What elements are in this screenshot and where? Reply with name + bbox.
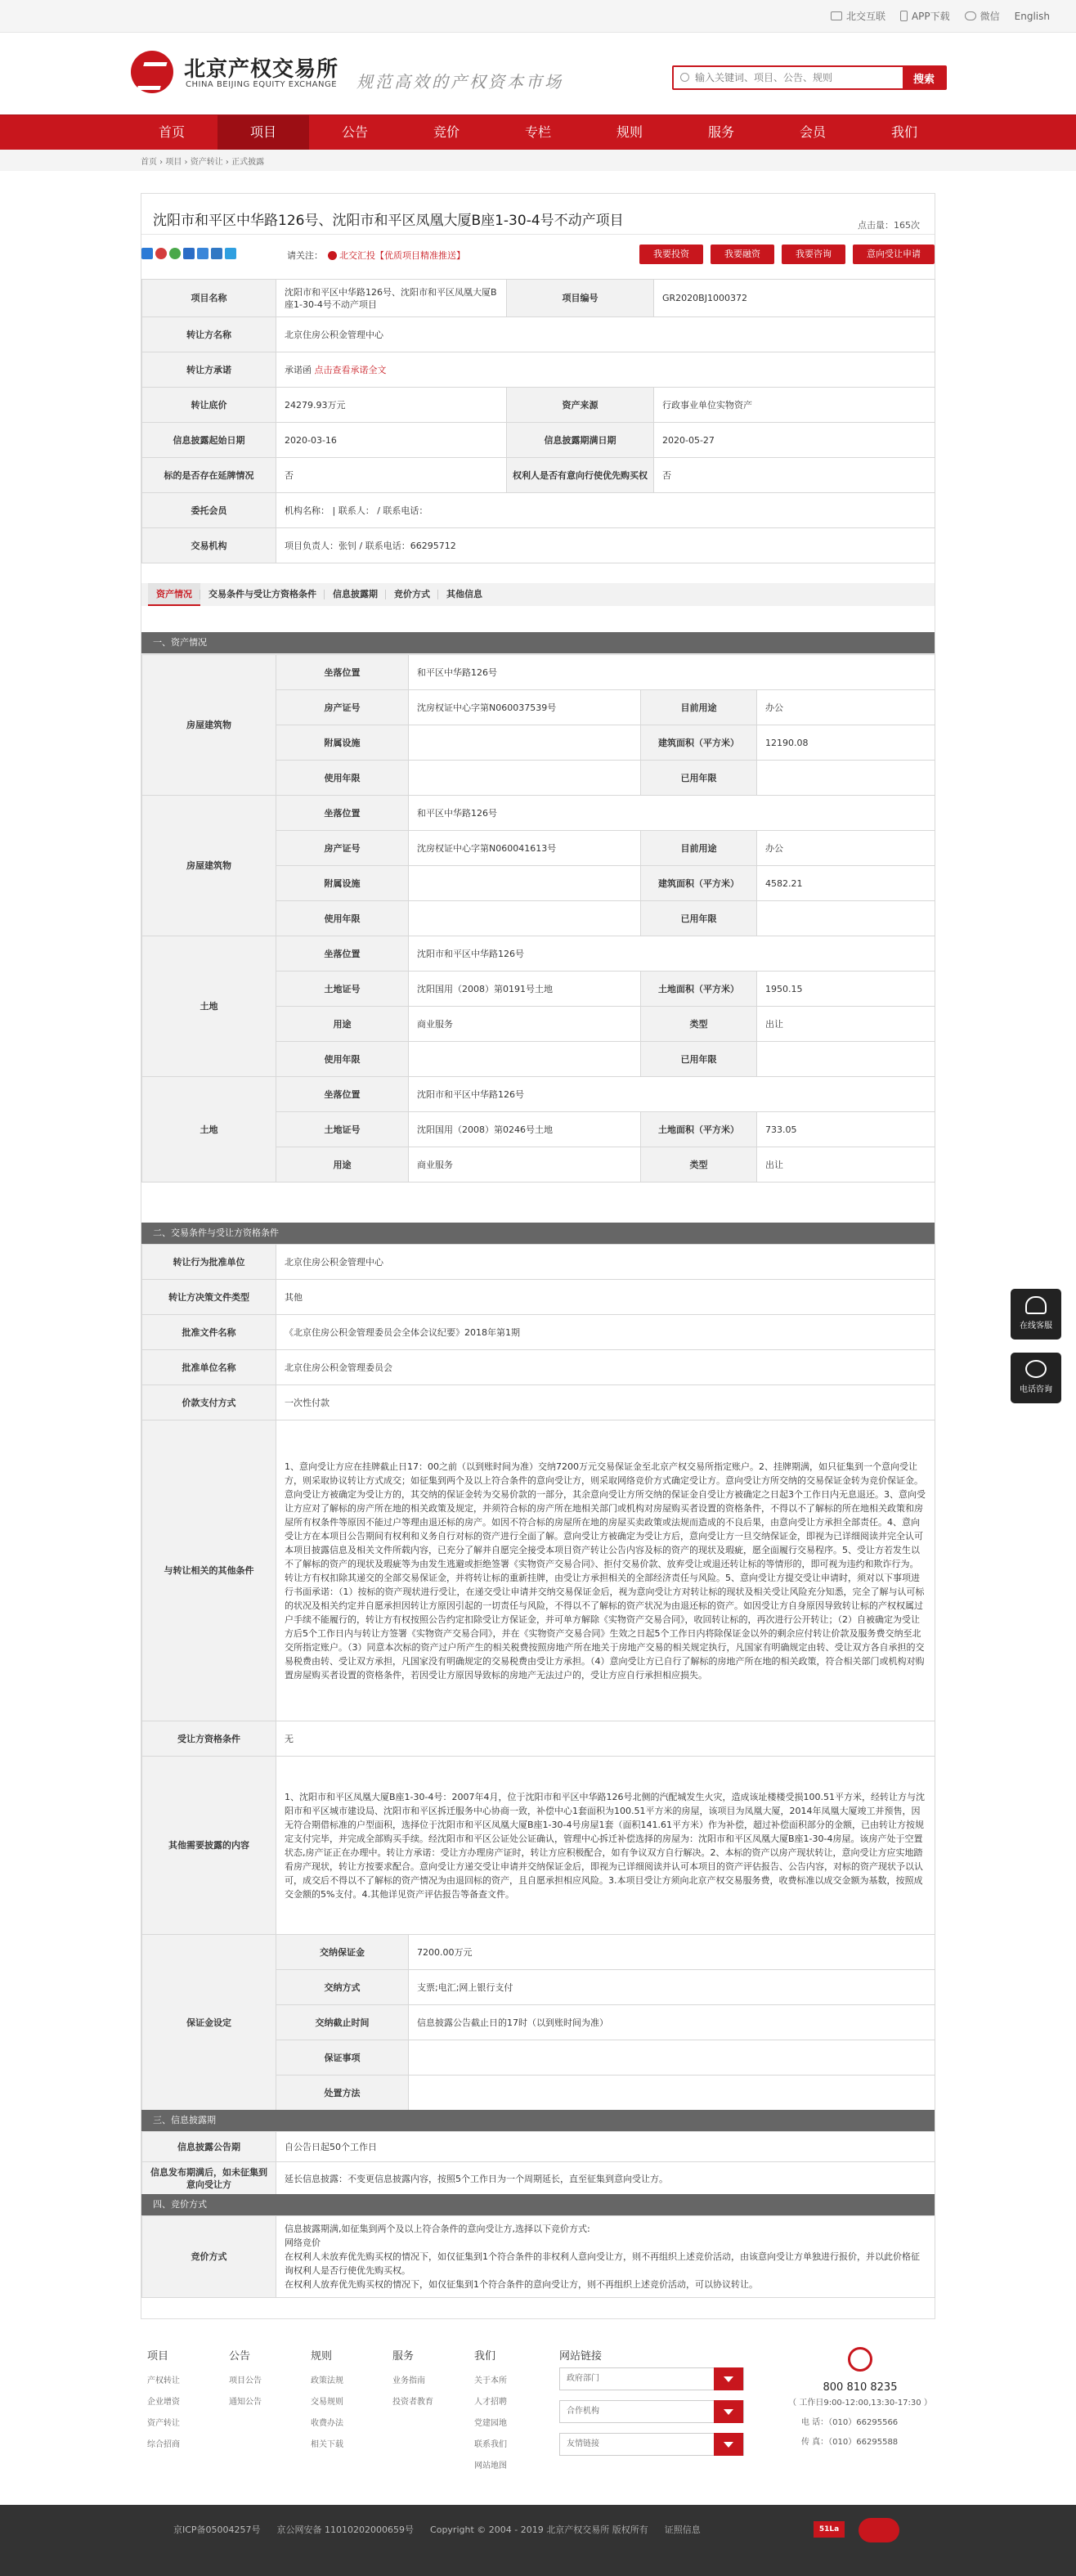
footer-col-project [147, 2347, 229, 2477]
bid-line-1: 信息披露期满,如征集到两个及以上符合条件的意向受让方,选择以下竞价方式: [285, 2224, 590, 2234]
priority-value: 否 [654, 458, 935, 493]
footer-link[interactable]: 相关下载 [311, 2440, 343, 2449]
phone-consult-button[interactable] [1011, 1353, 1061, 1403]
approval-doc-value: 《北京住房公积金管理委员会全体会议纪要》2018年第1期 [276, 1315, 935, 1350]
approver-label: 转让行为批准单位 [142, 1245, 276, 1280]
footer-link[interactable]: 政策法规 [311, 2376, 343, 2385]
tab-trade-conditions[interactable]: 交易条件与受让方资格条件 [200, 583, 325, 606]
breadcrumb[interactable]: 首页 › 项目 › 资产转让 › 正式披露 [141, 158, 265, 167]
footer-link[interactable]: 交易规则 [311, 2398, 343, 2407]
phone-icon [848, 2347, 872, 2372]
deposit-guarantee-value [409, 2040, 935, 2076]
top-link-wechat[interactable]: 微信 [965, 9, 1000, 23]
house-1-used [757, 761, 935, 796]
house-2-cert-label: 房产证号 [276, 831, 409, 866]
house-2-facility-label: 附属设施 [276, 866, 409, 901]
share-renren-icon[interactable] [211, 248, 222, 259]
disclosure-period-label: 信息披露公告期 [142, 2132, 276, 2162]
nav-member[interactable]: 会员 [799, 124, 826, 140]
member-label: 委托会员 [142, 493, 276, 528]
nav-column[interactable]: 专栏 [524, 124, 551, 140]
disclosure-table [141, 2131, 935, 2195]
footer-col-title: 服务 [392, 2350, 415, 2363]
trade-table [141, 1244, 935, 1935]
house-1-years [409, 761, 641, 796]
decision-type-label: 转让方决策文件类型 [142, 1280, 276, 1315]
org-value: 项目负责人：张钊 / 联系电话：66295712 [276, 528, 935, 563]
payment-label: 价款支付方式 [142, 1385, 276, 1420]
org-label: 交易机构 [142, 528, 276, 563]
main-nav [0, 114, 1076, 150]
phone-consult-label: 电话咨询 [1020, 1385, 1052, 1394]
land-1-category: 土地 [142, 936, 276, 1077]
project-name-label: 项目名称 [142, 280, 276, 317]
share-weibo-icon[interactable] [155, 248, 167, 259]
deposit-handling-value [409, 2076, 935, 2111]
start-date-value: 2020-03-16 [276, 423, 507, 458]
house-2-used [757, 901, 935, 936]
gov-select-value: 政府部门 [567, 2374, 599, 2383]
deposit-method-value: 支票;电汇;网上银行支付 [409, 1970, 935, 2005]
apply-button[interactable]: 意向受让申请 [853, 245, 935, 264]
footer-col-title: 我们 [474, 2350, 496, 2363]
top-link-app[interactable]: APP下载 [900, 9, 950, 23]
land-2-use-label: 用途 [276, 1147, 409, 1183]
share-plus-icon[interactable] [141, 248, 153, 259]
section-bid-header: 四、竞价方式 [141, 2194, 935, 2215]
house-1-area: 12190.08 [757, 725, 935, 761]
section-disclosure-header: 三、信息披露期 [141, 2110, 935, 2131]
work-hours: （ 工作日9:00-12:00,13:30-17:30 ） [788, 2399, 932, 2408]
end-date-value: 2020-05-27 [654, 423, 935, 458]
land-1-years-label: 使用年限 [276, 1042, 409, 1077]
house-2-used-label: 已用年限 [641, 901, 757, 936]
detail-tabs [141, 583, 935, 606]
approval-unit-value: 北京住房公积金管理委员会 [276, 1350, 935, 1385]
land-2-type-label: 类型 [641, 1147, 757, 1183]
promise-value [276, 352, 935, 388]
headset-icon [1025, 1296, 1047, 1314]
house-2-location: 和平区中华路126号 [409, 796, 935, 831]
land-2-location: 沈阳市和平区中华路126号 [409, 1077, 935, 1112]
asset-table [141, 654, 935, 1183]
other-conditions-text: 1、意向受让方应在挂牌截止日17：00之前（以到账时间为准）交纳7200万元交易保证金至北京产权交易所指定账户。2、挂牌期满，如只征集到一个意向受让方，则采取协议转让方式成交；如征集到两个及以上符合条件的意向受让方，则采取网络竞价方式确定受让方。意向受让方所交纳的交易保证金转为竞价保证金。意向受让方被确定为受让方的，其交纳的保证金转为交易价款的一部分，其余意向受让方所交纳的保证金自受让方被确定之日起3个工作日内无息退还。3、意向受让方应对了解标的房产所在地的相关政策及规定，并须符合标的房产所在地相关部门或机构对房屋购买者设置的资格条件，不得以不了解标的所在地相关政策和房屋所有权条件等原因不能过户等理由退还标的房产。如因不符合标的房屋所在地的房屋买卖政策或法规而造成的不良后果，由意向受让方承担全部责任。4、意向受让方在本项目公告期间有权利和义务自行对标的资产进行全面了解。意向受让方被确定为受让方后，意向受让方一旦交纳保证金，即视为已详细阅读并完全认可本项目披露信息及相关文件所载内容，已充分了解并自愿完全接受本项目资产转让公告内容及标的资产的现状及瑕疵，愿全面履行交易程序。5、受让方若发生以不了解标的资产的现状及瑕疵等为由发生逃避或拒绝签署《实物资产交易合同》、拒付交易价款、放弃受让或退还转让标的等情形的，即可视为违约和欺诈行为。转让方有权扣除其递交的全部交易保证金，并将转让标的重新挂牌，由受让方承担相关的全部经济责任与风险。5、意向受让方提交受让申请时，须对以下事项进行书面承诺：（1）按标的资产现状进行受让，在递交受让申请并交纳交易保证金后，视为意向受让方对转让标的现状及相关受让风险充分知悉，完全了解与认可标的状况及相关约定并自愿承担因转让方原因引起的一切责任与风险，不得以不了解标的资产状况为由退还标的资产。如因受让方自身原因导致转让标的产权权属过户手续不能履行的，转让方有权按照公告约定扣除受让方保证金，并可单方解除《实物资产交易合同》，收回转让标的，再次进行公开转让；（2）自被确定为受让方后5个工作日内与转让方签署《实物资产交易合同》，并在《实物资产交易合同》生效之日起5个工作日内将除保证金以外的剩余应付转让价款及服务费交纳至北交所指定账户。（3）同意本次标的资产过户所产生的相关税费按照房地产所在地关于房地产交易的相关规定执行，凡国家有明确规定由转、受让双方各自承担的交易税费由转、受让双方承担，凡国家没有明确规定的交易税费由受让方承担。（4）意向受让方已自行了解标的房地产所在地的相关政策，符合相关部门或机构对购置房屋购买者设置的资格条件，若因受让方原因导致标的房地产无法过户的，受让方应自行承担相应损失。 [276, 1420, 935, 1721]
footer-col-title: 公告 [229, 2350, 251, 2363]
land-1-used-label: 已用年限 [641, 1042, 757, 1077]
house-1-cert-label: 房产证号 [276, 690, 409, 725]
section-trade-header: 二、交易条件与受让方资格条件 [141, 1223, 935, 1244]
click-count: 点击量：165次 [858, 220, 920, 231]
search-icon [674, 67, 695, 88]
online-service-label: 在线客服 [1020, 1322, 1052, 1331]
bid-line-2: 网络竞价 [285, 2237, 321, 2248]
member-value: 机构名称： | 联系人： / 联系电话： [276, 493, 935, 528]
project-detail [141, 193, 935, 2319]
house-1-years-label: 使用年限 [276, 761, 409, 796]
project-name-value: 沈阳市和平区中华路126号、沈阳市和平区凤凰大厦B座1-30-4号不动产项目 [276, 280, 507, 317]
notice [287, 249, 465, 262]
promise-label: 转让方承诺 [142, 352, 276, 388]
top-links [831, 9, 1050, 23]
tab-other[interactable]: 其他信息 [438, 583, 491, 606]
stats-badge[interactable]: 51La [814, 2521, 845, 2538]
footer-link[interactable]: 业务指南 [392, 2376, 425, 2385]
end-date-label: 信息披露期满日期 [507, 423, 654, 458]
nav-home[interactable]: 首页 [158, 124, 185, 140]
disclosure-period-value: 自公告日起50个工作日 [276, 2132, 935, 2162]
footer-col-title: 规则 [311, 2350, 333, 2363]
land-2-use: 商业服务 [409, 1147, 641, 1183]
footer-col-title: 项目 [147, 2350, 169, 2363]
land-2-cert: 沈阳国用（2008）第0246号土地 [409, 1112, 641, 1147]
footer-link[interactable]: 党建园地 [474, 2419, 507, 2428]
payment-value: 一次性付款 [276, 1385, 935, 1420]
deposit-handling-label: 处置方法 [276, 2076, 409, 2111]
footer-site-links [559, 2347, 744, 2466]
approver-value: 北京住房公积金管理中心 [276, 1245, 935, 1280]
land-1-type: 出让 [757, 1007, 935, 1042]
land-2-type: 出让 [757, 1147, 935, 1183]
friend-select-value: 友情链接 [567, 2439, 599, 2448]
contact-phone: 电 话：（010）66295566 [801, 2418, 899, 2427]
land-1-area-label: 土地面积（平方米） [641, 972, 757, 1007]
footer-col-notice [229, 2347, 311, 2477]
approval-doc-label: 批准文件名称 [142, 1315, 276, 1350]
bid-method-label: 竞价方式 [142, 2216, 276, 2298]
chevron-down-icon [714, 2400, 743, 2423]
house-1-purpose: 办公 [757, 690, 935, 725]
copyright: Copyright © 2004 - 2019 北京产权交易所 版权所有 [430, 2524, 648, 2535]
deposit-method-label: 交纳方式 [276, 1970, 409, 2005]
price-label: 转让底价 [142, 388, 276, 423]
extend-label: 标的是否存在延牌情况 [142, 458, 276, 493]
project-no-label: 项目编号 [507, 280, 654, 317]
price-value: 24279.93万元 [276, 388, 507, 423]
invest-button[interactable]: 我要投资 [639, 245, 703, 264]
land-1-cert: 沈阳国用（2008）第0191号土地 [409, 972, 641, 1007]
land-1-area: 1950.15 [757, 972, 935, 1007]
bid-table [141, 2215, 935, 2298]
footer-link[interactable]: 投资者教育 [392, 2398, 433, 2407]
deposit-table [141, 1934, 935, 2111]
deposit-guarantee-label: 保证事项 [276, 2040, 409, 2076]
copyright-text [173, 2523, 701, 2536]
land-1-location-label: 坐落位置 [276, 936, 409, 972]
deposit-deadline-label: 交纳截止时间 [276, 2005, 409, 2040]
site-links-title: 网站链接 [559, 2350, 603, 2363]
footer-link[interactable]: 联系我们 [474, 2440, 507, 2449]
consult-button[interactable]: 我要咨询 [782, 245, 845, 264]
share-qzone-icon[interactable] [183, 248, 195, 259]
deposit-deadline-value: 信息披露公告截止日的17时（以到账时间为准） [409, 2005, 935, 2040]
house-1-cert: 沈房权证中心字第N060037539号 [409, 690, 641, 725]
house-1-area-label: 建筑面积（平方米） [641, 725, 757, 761]
land-1-type-label: 类型 [641, 1007, 757, 1042]
promise-prefix: 承诺函 [285, 365, 312, 375]
slogan: 规范高效的产权资本市场 [356, 72, 563, 92]
phone-icon [1025, 1360, 1047, 1378]
approval-unit-label: 批准单位名称 [142, 1350, 276, 1385]
house-2-facility [409, 866, 641, 901]
summary-table [141, 279, 935, 563]
bid-line-3: 在权利人未放弃优先购买权的情况下，如仅征集到1个符合条件的非权利人意向受让方，则不再组织上述竞价活动，由该意向受让方单独进行报价，并以此价格征询权利人是否行使优先购买权。 [285, 2251, 920, 2276]
header [0, 33, 1076, 114]
nav-notice[interactable]: 公告 [341, 124, 368, 140]
monitor-icon [831, 11, 842, 20]
deposit-amount-value: 7200.00万元 [409, 1935, 935, 1970]
footer [0, 2339, 1076, 2502]
house-1-location-label: 坐落位置 [276, 655, 409, 690]
land-1-location: 沈阳市和平区中华路126号 [409, 936, 935, 972]
tab-assets[interactable]: 资产情况 [148, 583, 200, 606]
license-link[interactable]: 证照信息 [664, 2524, 701, 2535]
copyright-bar [0, 2505, 1076, 2576]
breadcrumb-row [0, 150, 1076, 171]
bid-method-value [276, 2216, 935, 2298]
source-value: 行政事业单位实物资产 [654, 388, 935, 423]
contact-fax: 传 真：（010）66295588 [801, 2438, 899, 2447]
icp-link[interactable]: 京ICP备05004257号 [173, 2524, 261, 2535]
house-2-years [409, 901, 641, 936]
nav-rules[interactable]: 规则 [616, 124, 643, 140]
footer-link[interactable]: 收费办法 [311, 2419, 343, 2428]
finance-button[interactable]: 我要融资 [711, 245, 774, 264]
land-1-use-label: 用途 [276, 1007, 409, 1042]
notice-label: 请关注： [287, 250, 323, 261]
top-link-hulian[interactable]: 北交互联 [831, 9, 885, 23]
search-input[interactable] [695, 67, 903, 88]
footer-link[interactable]: 通知公告 [229, 2398, 262, 2407]
footer-contact [778, 2347, 942, 2453]
land-1-cert-label: 土地证号 [276, 972, 409, 1007]
logo-name-cn[interactable]: 北京产权交易所 [184, 57, 339, 82]
nav-service[interactable]: 服务 [707, 124, 734, 140]
tab-disclosure[interactable]: 信息披露期 [325, 583, 386, 606]
wechat-icon [965, 11, 976, 20]
other-conditions-label: 与转让相关的其他条件 [142, 1420, 276, 1721]
chevron-down-icon [714, 2433, 743, 2456]
house-2-purpose: 办公 [757, 831, 935, 866]
tab-bidding[interactable]: 竞价方式 [386, 583, 438, 606]
hotline: 800 810 8235 [823, 2381, 898, 2394]
mobile-icon [900, 11, 908, 21]
title-divider [141, 234, 935, 235]
footer-link[interactable]: 资产转让 [147, 2419, 180, 2428]
chevron-down-icon [714, 2367, 743, 2390]
house-2-area-label: 建筑面积（平方米） [641, 866, 757, 901]
footer-link[interactable]: 关于本所 [474, 2376, 507, 2385]
nav-bidding[interactable]: 竞价 [433, 124, 460, 140]
house-2-area: 4582.21 [757, 866, 935, 901]
notice-logo-icon [328, 251, 337, 260]
footer-link[interactable]: 企业增资 [147, 2398, 180, 2407]
online-service-button[interactable] [1011, 1289, 1061, 1340]
page-title: 沈阳市和平区中华路126号、沈阳市和平区凤凰大厦B座1-30-4号不动产项目 [153, 213, 624, 229]
search-button[interactable]: 搜索 [903, 67, 945, 88]
start-date-label: 信息披露起始日期 [142, 423, 276, 458]
land-2-area: 733.05 [757, 1112, 935, 1147]
search-box [672, 65, 947, 90]
land-2-location-label: 坐落位置 [276, 1077, 409, 1112]
bid-line-4: 在权利人放弃优先购买权的情况下，如仅征集到1个符合条件的意向受让方，则不再组织上述竞价活动，可以协议转让。 [285, 2279, 758, 2290]
share-tqq-icon[interactable] [197, 248, 208, 259]
deposit-label: 保证金设定 [142, 1935, 276, 2111]
footer-link[interactable]: 综合招商 [147, 2440, 180, 2449]
land-1-years [409, 1042, 641, 1077]
transferor-label: 转让方名称 [142, 317, 276, 352]
land-2-cert-label: 土地证号 [276, 1112, 409, 1147]
footer-col-about [474, 2347, 556, 2477]
gov-select[interactable] [559, 2367, 744, 2390]
house-1-used-label: 已用年限 [641, 761, 757, 796]
footer-link[interactable]: 网站地图 [474, 2462, 507, 2471]
buyer-qualification-label: 受让方资格条件 [142, 1721, 276, 1757]
footer-columns [147, 2347, 556, 2477]
land-2-category: 土地 [142, 1077, 276, 1183]
disclose-label: 其他需要披露的内容 [142, 1757, 276, 1935]
share-wechat-icon[interactable] [169, 248, 181, 259]
partner-select-value: 合作机构 [567, 2407, 599, 2416]
top-bar [0, 0, 1076, 33]
footer-link[interactable]: 项目公告 [229, 2376, 262, 2385]
promise-link[interactable]: 点击查看承诺全文 [314, 365, 387, 375]
footer-col-rules [311, 2347, 392, 2477]
source-label: 资产来源 [507, 388, 654, 423]
delay-label: 信息发布期满后，如未征集到意向受让方 [142, 2162, 276, 2195]
logo-icon[interactable] [131, 51, 173, 93]
house-2-category: 房屋建筑物 [142, 796, 276, 936]
house-2-years-label: 使用年限 [276, 901, 409, 936]
footer-col-service [392, 2347, 474, 2477]
project-no-value: GR2020BJ1000372 [654, 280, 935, 317]
transferor-value: 北京住房公积金管理中心 [276, 317, 935, 352]
partner-select[interactable] [559, 2400, 744, 2423]
footer-link[interactable]: 人才招聘 [474, 2398, 507, 2407]
top-link-english[interactable]: English [1014, 10, 1050, 22]
land-1-use: 商业服务 [409, 1007, 641, 1042]
house-1-facility [409, 725, 641, 761]
gov-badge-icon[interactable] [859, 2518, 899, 2542]
house-2-purpose-label: 目前用途 [641, 831, 757, 866]
share-mail-icon[interactable] [225, 248, 236, 259]
nav-about[interactable]: 我们 [890, 124, 917, 140]
house-2-cert: 沈房权证中心字第N060041613号 [409, 831, 641, 866]
priority-label: 权利人是否有意向行使优先购买权 [507, 458, 654, 493]
logo-name-en: CHINA BEIJING EQUITY EXCHANGE [186, 80, 338, 89]
share-icons [141, 248, 236, 259]
buyer-qualification-value: 无 [276, 1721, 935, 1757]
police-link[interactable]: 京公网安备 11010202000659号 [276, 2524, 415, 2535]
house-1-category: 房屋建筑物 [142, 655, 276, 796]
house-1-location: 和平区中华路126号 [409, 655, 935, 690]
land-1-used [757, 1042, 935, 1077]
friend-select[interactable] [559, 2433, 744, 2456]
house-1-purpose-label: 目前用途 [641, 690, 757, 725]
house-2-location-label: 坐落位置 [276, 796, 409, 831]
notice-link[interactable]: 北交汇投【优质项目精准推送】 [339, 250, 465, 261]
decision-type-value: 其他 [276, 1280, 935, 1315]
disclose-text: 1、沈阳市和平区凤凰大厦B座1-30-4号：2007年4月，位于沈阳市和平区中华路126号北侧的汽配城发生火灾，造成该址楼楼受损100.51平方米，经转让方与沈阳市和平区城市建设局、沈阳市和平区拆迁服务中心协商一致，补偿中心1套面积为100.51平方米的房屋，该项目为凤凰大厦，2014年凤凰大厦竣工并预售，因无符合期借标准的户型面积，选择位于沈阳市和平区凤凰大厦B座1-30-4号房屋1套（面积141.61平方米）作为补偿，超过补偿面积部分的金额，已由转让方按规定支付完毕，并完成全部购买手续。经沈阳市和平区公证处公证确认，管理中心拆迁补偿选择的房屋为：沈阳市和平区凤凰大厦B座1-30-4房屋。该房产处于空置状态,房产证正在办理中。转让方承诺：受让方办理房产证时，转让方应积极配合，如有争议双方自行解决。2、本标的资产以房产现状转让，意向受让方应实地踏看房产现状，转让方按要求配合。意向受让方递交受让申请并交纳保证金后，即视为已详细阅读并认可本项目的资产评估报告、公告内容，对标的资产现状予以认可，成交后不得以不了解标的资产情况为由退回标的资产，且自愿承担相应风险。3.本项目受让方须向北京产权交易服务费，收费标准以成交金额为基数，按照成交金额的5%支付。4.其他详见资产评估报告等备查文件。 [276, 1757, 935, 1935]
nav-project[interactable]: 项目 [217, 115, 309, 150]
house-1-facility-label: 附属设施 [276, 725, 409, 761]
section-assets-header: 一、资产情况 [141, 632, 935, 653]
extend-value: 否 [276, 458, 507, 493]
deposit-amount-label: 交纳保证金 [276, 1935, 409, 1970]
action-buttons [639, 245, 935, 264]
land-2-area-label: 土地面积（平方米） [641, 1112, 757, 1147]
delay-value: 延长信息披露：不变更信息披露内容，按照5个工作日为一个周期延长，直至征集到意向受让方。 [276, 2162, 935, 2195]
footer-link[interactable]: 产权转让 [147, 2376, 180, 2385]
